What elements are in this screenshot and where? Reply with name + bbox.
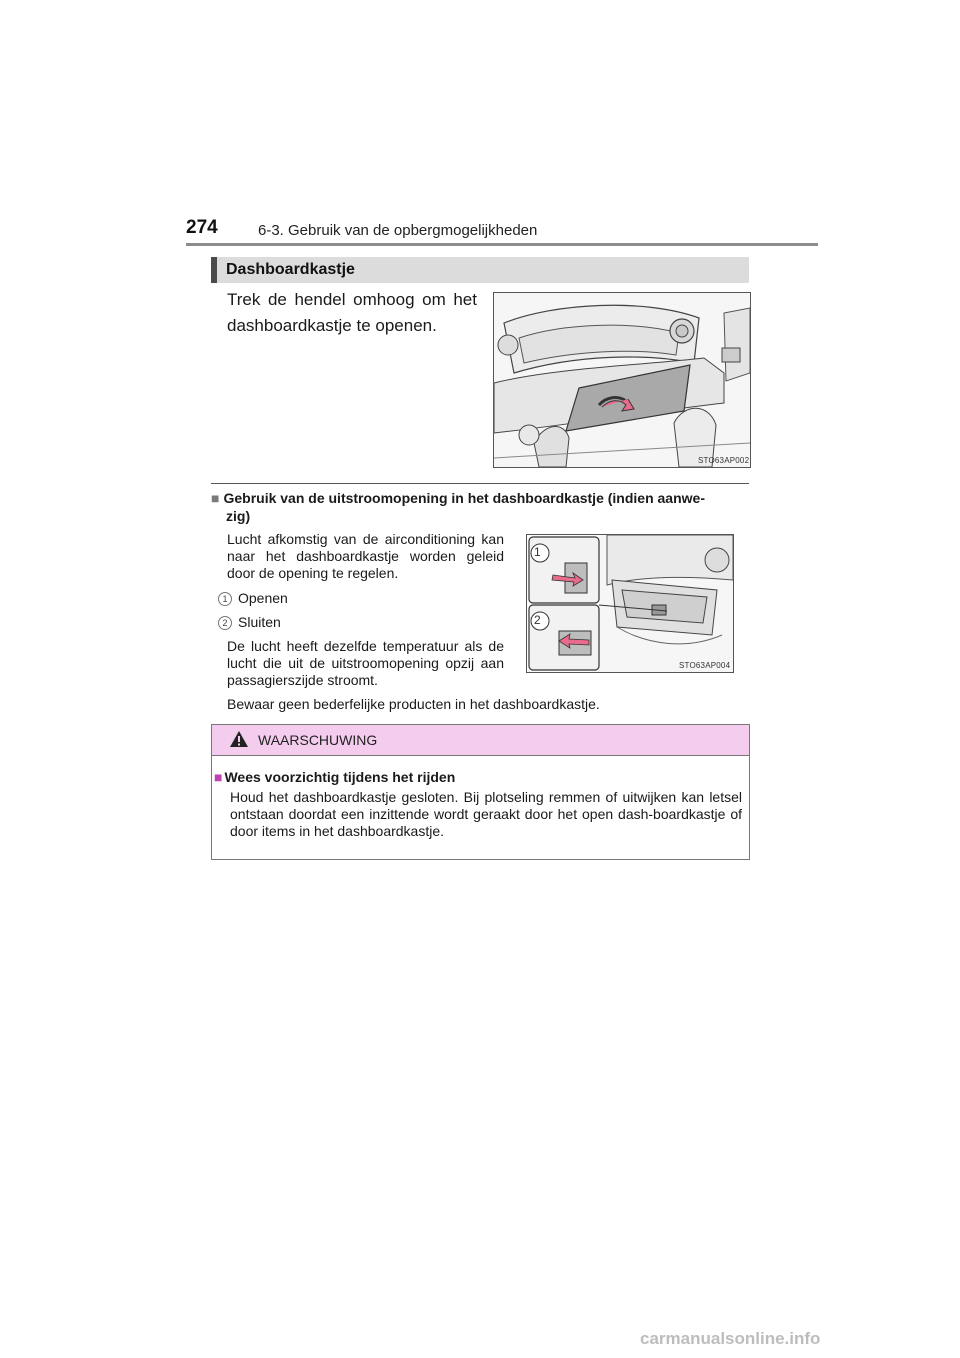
callout-1: 1 bbox=[534, 545, 541, 559]
square-bullet-icon: ■ bbox=[211, 490, 220, 506]
warning-subheading bbox=[214, 769, 455, 785]
section-title: 6-3. Gebruik van de opbergmogelijkheden bbox=[258, 222, 538, 239]
step-number: 1 bbox=[218, 592, 232, 606]
item-label: Openen bbox=[238, 590, 288, 606]
warning-header bbox=[212, 725, 749, 756]
square-bullet-icon: ■ bbox=[214, 769, 223, 785]
list-item bbox=[218, 590, 288, 606]
section-heading-bar bbox=[211, 257, 749, 283]
page-number: 274 bbox=[186, 217, 218, 238]
intro-text: Trek de hendel omhoog om het dashboardkastje te openen. bbox=[227, 290, 477, 335]
watermark: carmanualsonline.info bbox=[640, 1329, 821, 1348]
subheading-line1: Gebruik van de uitstroomopening in het dashboardkastje (indien aanwe- bbox=[223, 490, 705, 506]
figure-code: STO63AP002 bbox=[698, 456, 750, 465]
vent-illustration bbox=[526, 534, 734, 673]
warning-title: WAARSCHUWING bbox=[258, 732, 378, 748]
subheading bbox=[211, 489, 749, 525]
paragraph: Lucht afkomstig van de airconditioning kan naar het dashboardkastje worden geleid door de opening te regelen. bbox=[227, 531, 504, 581]
glovebox-illustration bbox=[493, 292, 751, 468]
section-marker bbox=[211, 257, 217, 283]
item-label: Sluiten bbox=[238, 614, 281, 630]
warning-body: Houd het dashboardkastje gesloten. Bij plotseling remmen of uitwijken kan letsel ontstaan doordat een inzittende wordt geraakt door het open dash-boardkastje of door items in het dashboardkastje. bbox=[230, 789, 742, 839]
paragraph-3: Bewaar geen bederfelijke producten in het dashboardkastje. bbox=[227, 696, 600, 712]
figure-code: STO63AP004 bbox=[679, 661, 731, 670]
header-rule bbox=[186, 243, 818, 246]
step-number: 2 bbox=[218, 616, 232, 630]
warning-box bbox=[211, 724, 750, 860]
paragraph-2: De lucht heeft dezelfde temperatuur als de lucht die uit de uitstroomopening opzij aan passagierszijde stroomt. bbox=[227, 638, 504, 688]
warning-subheading-text: Wees voorzichtig tijdens het rijden bbox=[224, 769, 456, 785]
list-item bbox=[218, 614, 281, 630]
warning-icon bbox=[229, 730, 249, 748]
callout-2: 2 bbox=[534, 613, 541, 627]
section-heading: Dashboardkastje bbox=[226, 261, 355, 278]
divider bbox=[211, 483, 749, 484]
subheading-line2: zig) bbox=[226, 508, 251, 524]
